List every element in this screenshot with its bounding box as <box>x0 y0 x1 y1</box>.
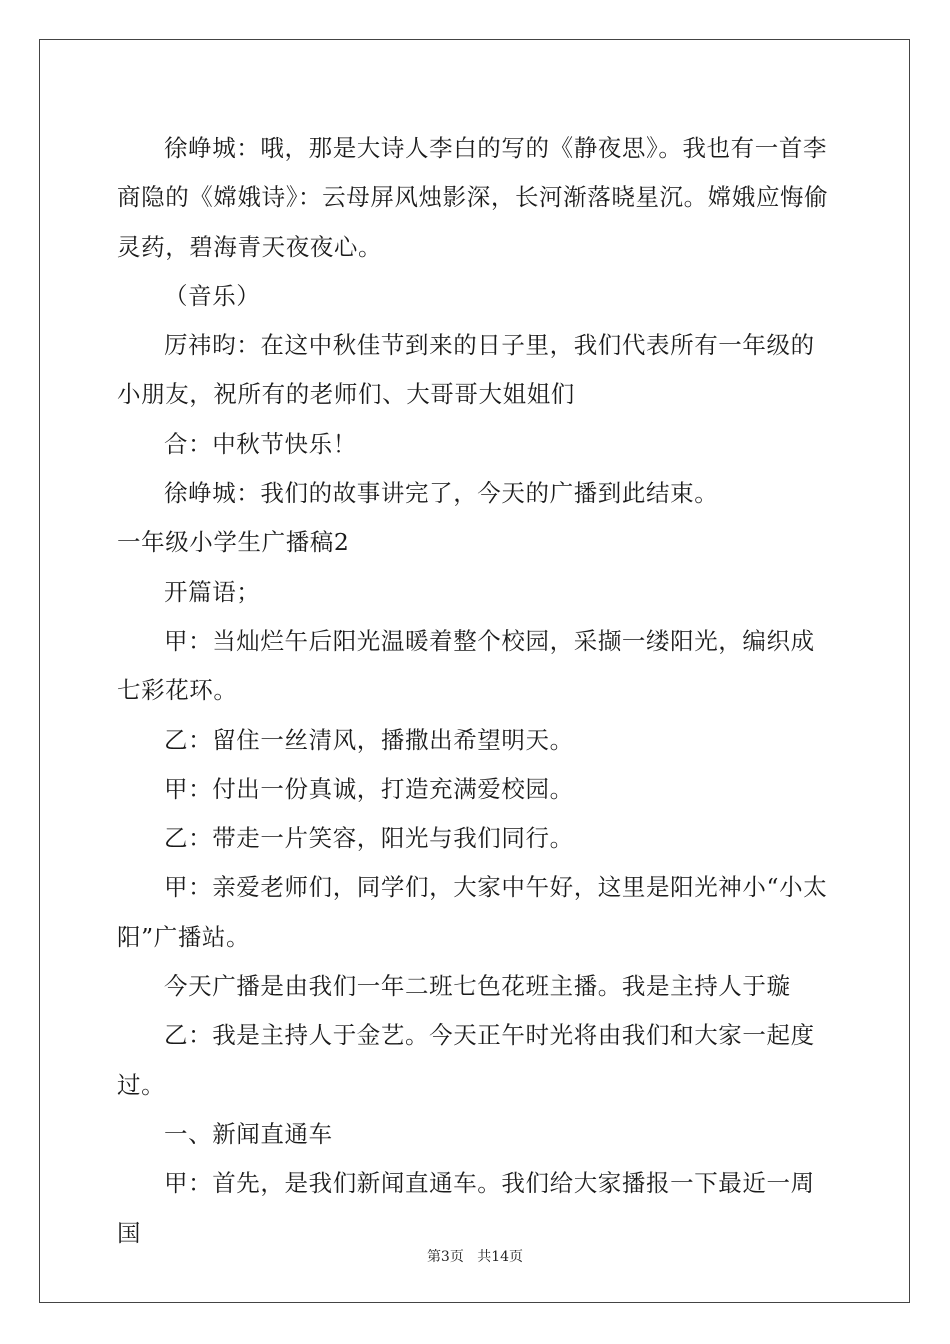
section-heading: 一年级小学生广播稿2 <box>117 528 350 557</box>
paragraph: 徐峥城：哦，那是大诗人李白的写的《静夜思》。我也有一首李商隐的《嫦娥诗》：云母屏风烛影深，长河渐落晓星沉。嫦娥应悔偷灵药，碧海青天夜夜心。 <box>117 134 829 261</box>
paragraph: 合：中秋节快乐！ <box>164 429 357 458</box>
page-footer <box>0 1247 950 1267</box>
paragraph: 甲：付出一份真诚，打造充满爱校园。 <box>164 774 574 803</box>
paragraph: 乙：留住一丝清风，播撒出希望明天。 <box>164 725 574 754</box>
paragraph: 乙：我是主持人于金艺。今天正午时光将由我们和大家一起度过。 <box>117 1021 815 1099</box>
document-body <box>117 124 837 1258</box>
page-number: 第3页 <box>426 1249 464 1265</box>
paragraph: （音乐） <box>164 281 261 310</box>
page-total: 共14页 <box>477 1249 524 1265</box>
paragraph: 今天广播是由我们一年二班七色花班主播。我是主持人于璇 <box>164 972 791 1001</box>
paragraph: 开篇语； <box>164 577 261 606</box>
paragraph: 徐峥城：我们的故事讲完了，今天的广播到此结束。 <box>164 479 719 508</box>
paragraph: 甲：亲爱老师们，同学们，大家中午好，这里是阳光神小“小太阳”广播站。 <box>117 873 828 951</box>
paragraph: 厉祎昀：在这中秋佳节到来的日子里，我们代表所有一年级的小朋友，祝所有的老师们、大哥哥大姐姐们 <box>117 331 815 409</box>
paragraph: 乙：带走一片笑容，阳光与我们同行。 <box>164 824 574 853</box>
paragraph: 一、新闻直通车 <box>164 1119 333 1148</box>
paragraph: 甲：当灿烂午后阳光温暖着整个校园，采撷一缕阳光，编织成七彩花环。 <box>117 626 815 705</box>
paragraph: 甲：首先，是我们新闻直通车。我们给大家播报一下最近一周国 <box>117 1169 815 1247</box>
